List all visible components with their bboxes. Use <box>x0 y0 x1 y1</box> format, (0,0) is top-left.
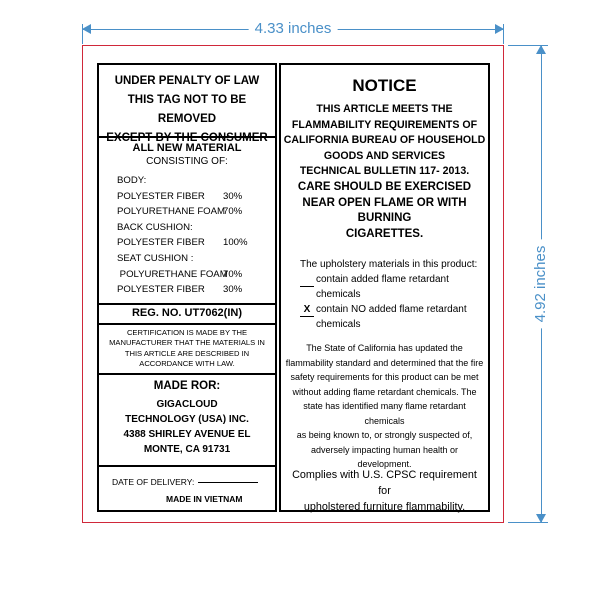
material-row <box>99 282 275 298</box>
manufacturer-section <box>99 373 275 465</box>
notice-body <box>281 102 488 242</box>
material-label: POLYESTER FIBER <box>117 284 205 296</box>
delivery-blank <box>198 482 258 483</box>
certification-statement <box>99 323 275 373</box>
material-label: BACK CUSHION: <box>117 221 193 233</box>
cert-line: MANUFACTURER THAT THE MATERIALS IN <box>109 338 265 348</box>
law-line: THIS TAG NOT TO BE REMOVED <box>127 94 247 125</box>
made-line: TECHNOLOGY (USA) INC. <box>125 414 249 425</box>
material-label: BODY: <box>117 175 147 186</box>
made-line: MONTE, CA 91731 <box>143 444 231 455</box>
state-statement <box>285 341 484 472</box>
materials-subheading: CONSISTING OF: <box>146 156 228 167</box>
width-dimension <box>82 21 504 37</box>
law-line: EXCEPT BY THE CONSUMER <box>106 132 268 144</box>
delivery-date <box>112 476 275 488</box>
upholstery-intro: The upholstery materials in this product: <box>300 259 478 270</box>
care-line: NEAR OPEN FLAME OR WITH BURNING <box>302 196 467 225</box>
state-line: adversely impacting human health or development. <box>310 444 459 469</box>
registration-number: REG. NO. UT7062(IN) <box>99 303 275 323</box>
material-label: POLYESTER FIBER <box>117 190 205 202</box>
material-label: POLYURETHANE FOAM <box>117 268 228 280</box>
material-row <box>99 235 275 251</box>
material-row <box>99 204 275 220</box>
material-row <box>99 267 275 283</box>
notice-title: NOTICE <box>352 76 417 95</box>
delivery-section <box>99 465 275 510</box>
cpsc-compliance <box>285 467 484 515</box>
law-label-panel <box>97 63 277 512</box>
material-row <box>99 173 275 189</box>
state-line: flammability standard and determined that the fire <box>285 357 484 368</box>
law-warning <box>99 65 275 144</box>
made-line: 4388 SHIRLEY AVENUE EL <box>123 429 251 440</box>
made-title: MADE ROR: <box>153 380 221 392</box>
state-line: state has identified many flame retardant chemicals <box>303 401 466 426</box>
notice-line: GOODS AND SERVICES <box>323 149 446 162</box>
state-line: The State of California has updated the <box>306 343 463 353</box>
material-row <box>99 251 275 267</box>
cpsc-line: upholstered furniture flammability. <box>303 501 466 513</box>
law-line: UNDER PENALTY OF LAW <box>114 75 260 87</box>
option-none-mark: X <box>300 303 314 317</box>
material-pct: 70% <box>223 268 243 280</box>
width-label: 4.33 inches <box>249 20 338 38</box>
materials-heading: ALL NEW MATERIAL <box>132 142 242 154</box>
material-label: POLYURETHANE FOAM <box>117 206 226 218</box>
arrow-up-icon <box>536 45 546 54</box>
notice-line: CALIFORNIA BUREAU OF HOUSEHOLD <box>283 134 486 147</box>
material-pct: 100% <box>223 237 248 249</box>
material-pct: 30% <box>223 284 243 296</box>
made-in: MADE IN VIETNAM <box>166 494 243 504</box>
arrow-right-icon <box>495 24 504 34</box>
material-label: SEAT CUSHION : <box>117 252 194 264</box>
cert-line: CERTIFICATION IS MADE BY THE <box>126 328 248 337</box>
option-added-label: contain added flame retardant chemicals <box>316 274 449 300</box>
state-line: as being known to, or strongly suspected of, <box>296 430 473 440</box>
material-pct: 70% <box>223 206 243 218</box>
notice-panel <box>279 63 490 512</box>
materials-section <box>99 136 275 303</box>
material-pct: 30% <box>223 190 243 202</box>
height-dimension <box>533 45 549 523</box>
material-label: POLYESTER FIBER <box>117 237 205 249</box>
material-row <box>99 220 275 236</box>
arrow-left-icon <box>82 24 91 34</box>
cert-line: THIS ARTICLE ARE DESCRIBED IN <box>124 348 250 358</box>
notice-line: TECHNICAL BULLETIN 117- 2013. <box>299 165 470 178</box>
option-none <box>300 302 488 317</box>
option-none-label: contain NO added flame retardant <box>316 304 467 315</box>
material-row <box>99 189 275 205</box>
notice-line: FLAMMABILITY REQUIREMENTS OF <box>291 118 478 131</box>
option-added-blank <box>300 273 314 287</box>
option-added <box>300 272 488 302</box>
cert-line: ACCORDANCE WITH LAW. <box>139 359 235 369</box>
upholstery-declaration <box>300 257 488 332</box>
care-line: CIGARETTES. <box>345 227 424 240</box>
notice-line: THIS ARTICLE MEETS THE <box>316 103 453 115</box>
cpsc-line: Complies with U.S. CPSC requirement for <box>292 469 477 497</box>
delivery-label: DATE OF DELIVERY: <box>112 477 195 487</box>
made-line: GIGACLOUD <box>156 399 218 410</box>
height-label: 4.92 inches <box>532 240 550 329</box>
arrow-down-icon <box>536 514 546 523</box>
option-none-continuation: chemicals <box>316 319 361 330</box>
state-line: safety requirements for this product can be met <box>290 372 479 382</box>
state-line: without adding flame retardant chemicals. The <box>292 386 477 397</box>
care-line: CARE SHOULD BE EXERCISED <box>297 180 472 193</box>
